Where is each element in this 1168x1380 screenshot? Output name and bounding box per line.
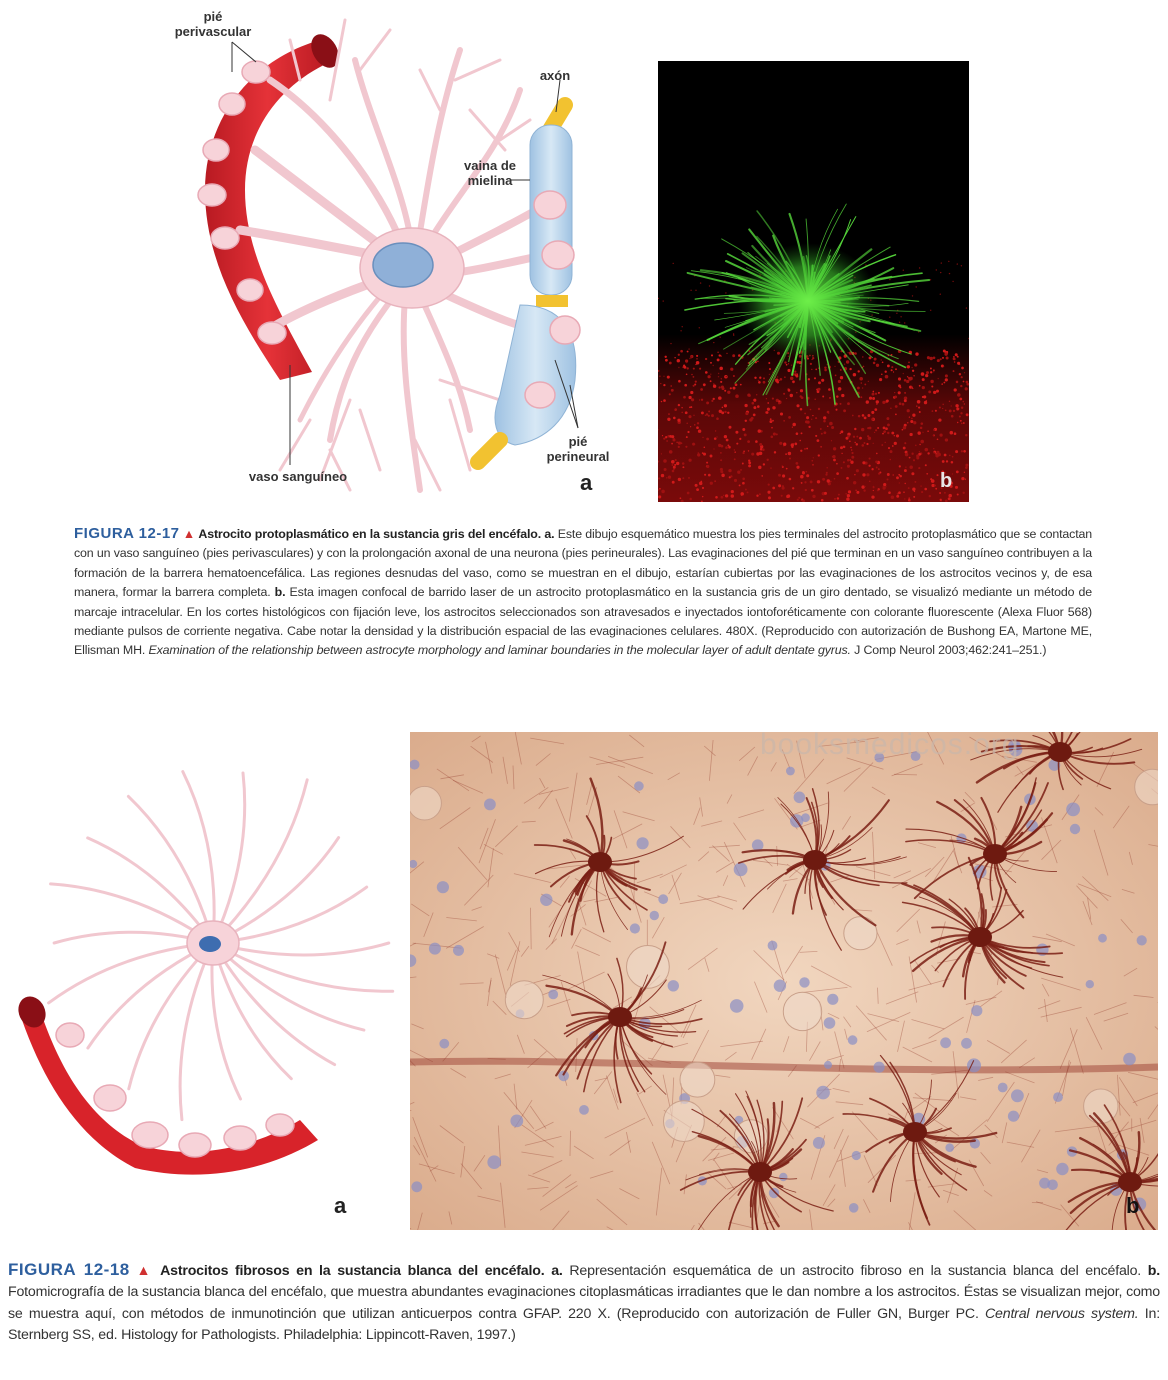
fig18-number: FIGURA 12-18 [8,1260,130,1279]
fig17-part-a-text: Este dibujo esquemático muestra los pies terminales del astrocito protoplasmático que se contactan con un vaso sanguíneo (pies perivasculares) y con la prolongación axonal de una neurona (pies perineurales). Las evaginaciones del pié que terminan en un vaso sanguíneo contribuyen a la formación de la barrera hematoencefálica. Las regiones desnudas del vaso, como se muestran en el dibujo, estarían cubiertas por las evaginaciones de los astrocitos vecinos y, de esa manera, formar la barrera completa. [74,527,1092,600]
fig17b-confocal-image [658,61,969,502]
fig18-part-a-marker: a. [551,1263,563,1279]
fig17-panel-b-letter: b [940,470,953,492]
fig18-part-b-marker: b. [1147,1263,1161,1279]
astrocyte-body-18a [187,921,239,965]
fig17-caption [74,524,1092,661]
fig18-panel-b-letter: b [1126,1193,1140,1218]
fig17-part-b-marker: b. [274,585,286,600]
label-axon: axón [539,68,571,83]
fig17-reference-tail: J Comp Neurol 2003;462:241–251.) [854,643,1047,658]
fig17-part-a-marker: a. [544,527,555,541]
fig17-panel-a-letter: a [580,470,593,495]
fig17-reference-title: Examination of the relationship between astrocyte morphology and laminar boundaries in the molecular layer of adult dentate gyrus. [148,643,851,658]
fig18-title: Astrocitos fibrosos en la sustancia blanca del encéfalo. [160,1263,545,1279]
fig18-reference-tail: In: Sternberg SS, ed. Histology for Pathologists. Philadelphia: Lippincott-Raven, 1997.) [8,1305,1160,1343]
label-pie-perineural: pié perineural [546,434,610,464]
fig18-reference-title: Central nervous system. [985,1305,1139,1322]
fig18-part-b-text: Fotomicrografía de la sustancia blanca del encéfalo, que muestra abundantes evaginaciones citoplasmáticas irradiantes que le dan nombre a los astrocitos. Éstas se visualizan mejor, como se muestra aquí, con métodos de inmunotinción que utilizan anticuerpos contra GFAP. 220 X. (Reproducido con autorización de Fuller GN, Burger PC. [8,1284,1160,1322]
fig18-panel-a-letter: a [334,1193,347,1218]
fig17-title: Astrocito protoplasmático en la sustancia gris del encéfalo. [198,527,541,541]
triangle-icon: ▲ [182,527,196,541]
label-pie-perivascular: pié perivascular [174,9,252,39]
astrocyte-body-17a [360,228,464,308]
fig18-caption [8,1259,1160,1346]
triangle-icon: ▲ [136,1263,154,1279]
fig18b-micrograph [410,732,1158,1230]
watermark: booksmedicos.org [760,728,1020,761]
fig18a-schematic [10,755,400,1230]
fig18-part-a-text: Representación esquemática de un astrocito fibroso en la sustancia blanca del encéfalo. [569,1263,1142,1279]
label-vaina-mielina: vaina de mielina [463,158,517,188]
fig17-number: FIGURA 12-17 [74,525,180,542]
label-vaso-sanguineo: vaso sanguíneo [248,469,348,484]
fig17-part-b-text: Esta imagen confocal de barrido laser de un astrocito protoplasmático en la sustancia gris de un giro dentado, se visualizó mediante un método de marcaje intracelular. En los cortes histológicos con fijación leve, los astrocitos seleccionados son atravesados e inyectados iontoforéticamente con colorante fluorescente (Alexa Fluor 568) mediante pulsos de corriente negativa. Cabe notar la densidad y la distribución espacial de las evaginaciones celulares. 480X. (Reproducido con autorización de Bushong EA, Martone ME, Ellisman MH. [74,585,1092,658]
